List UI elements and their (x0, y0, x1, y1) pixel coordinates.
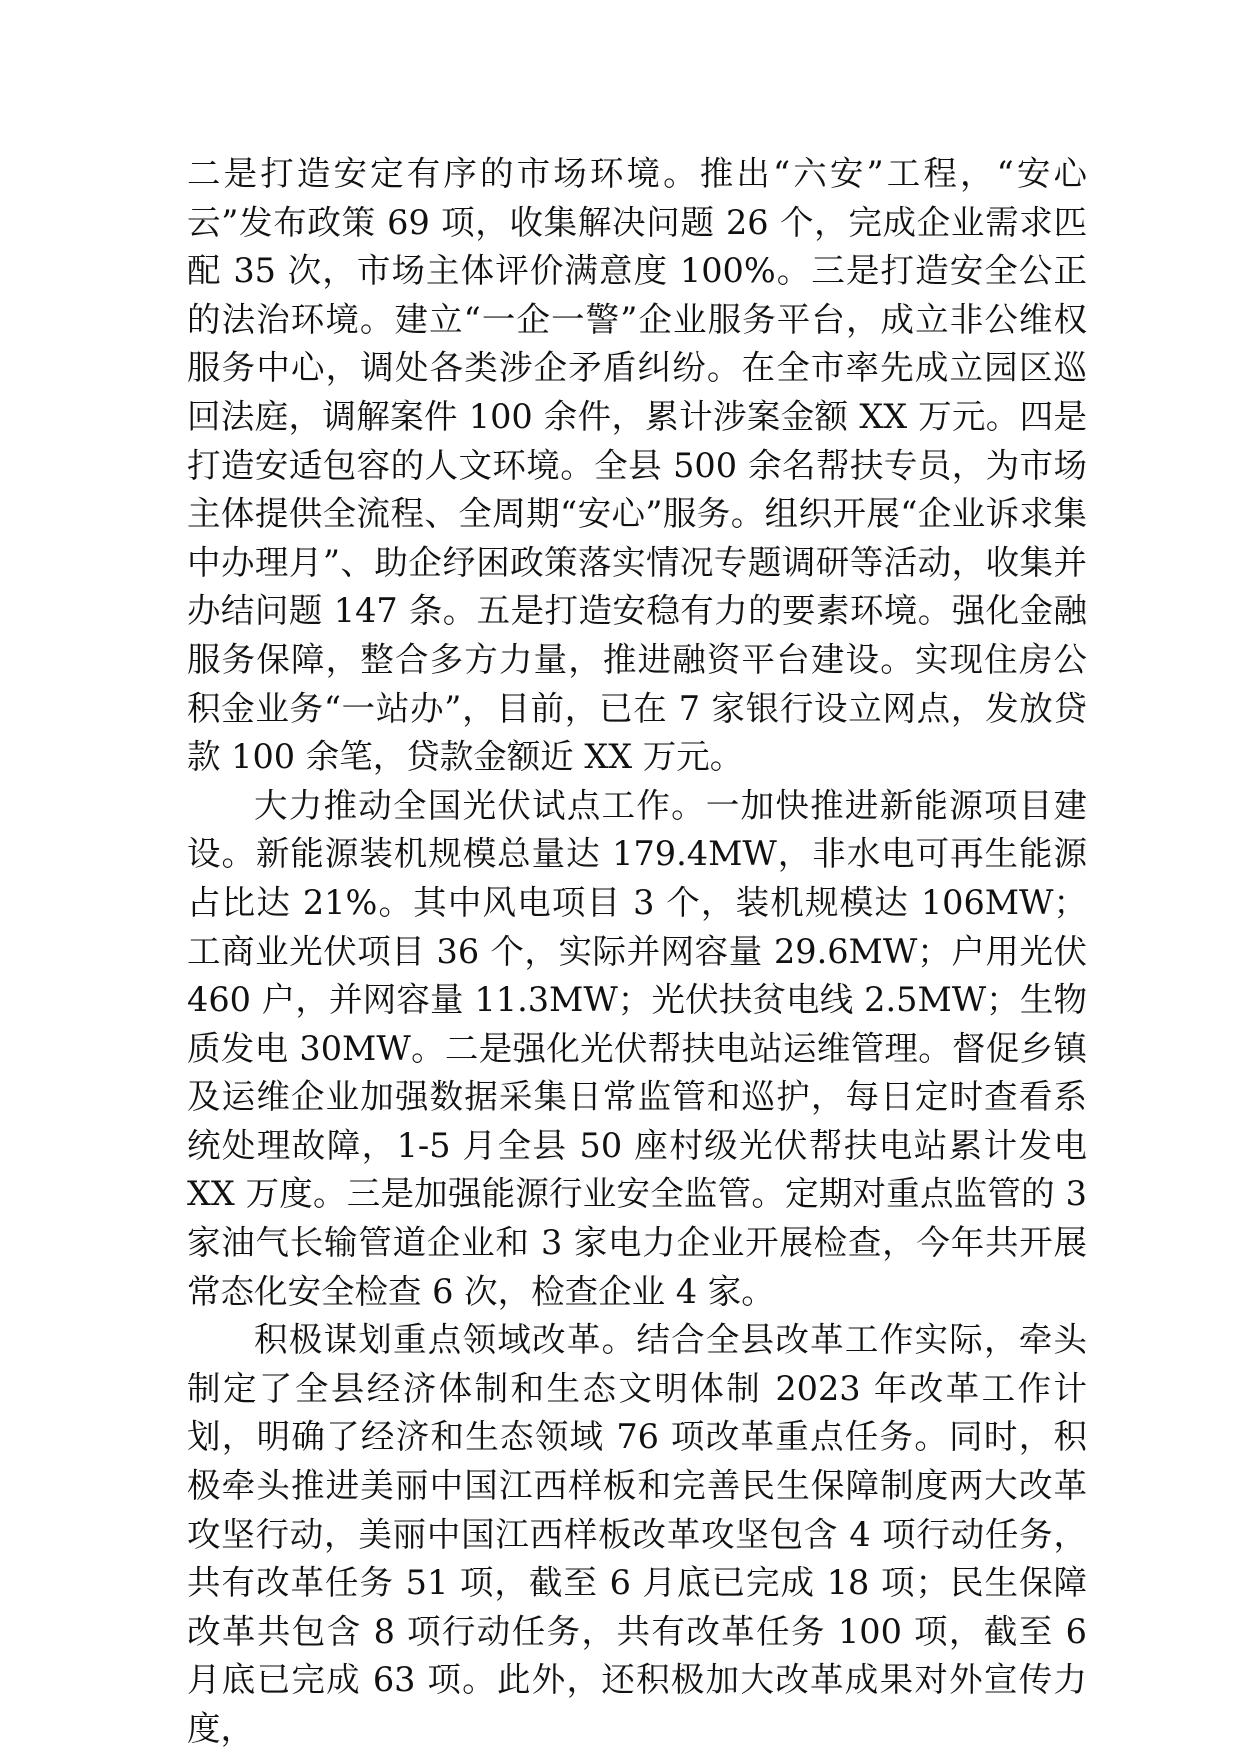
paragraph-reform-planning: 积极谋划重点领域改革。结合全县改革工作实际，牵头制定了全县经济体制和生态文明体制 2023 年改革工作计划，明确了经济和生态领域 76 项改革重点任务。同时，积极牵头推进美丽中国江西样板和完善民生保障制度两大改革攻坚行动，美丽中国江西样板改革攻坚包含 4 项行动任务，共有改革任务 51 项，截至 6 月底已完成 18 项；民生保障改革共包含 8 项行动任务，共有改革任务 100 项，截至 6 月底已完成 63 项。此外，还积极加大改革成果对外宣传力度， (187, 1320, 1087, 1748)
body-text (187, 150, 1087, 1754)
paragraph-photovoltaic-pilot: 大力推动全国光伏试点工作。一加快推进新能源项目建设。新能源装机规模总量达 179.4MW，非水电可再生能源占比达 21%。其中风电项目 3 个，装机规模达 106MW；工商业光伏项目 36 个，实际并网容量 29.6MW；户用光伏 460 户，并网容量 11.3MW；光伏扶贫电线 2.5MW；生物质发电 30MW。二是强化光伏帮扶电站运维管理。督促乡镇及运维企业加强数据采集日常监管和巡护，每日定时查看系统处理故障，1-5 月全县 50 座村级光伏帮扶电站累计发电 XX 万度。三是加强能源行业安全监管。定期对重点监管的 3 家油气长输管道企业和 3 家电力企业开展检查，今年共开展常态化安全检查 6 次，检查企业 4 家。 (187, 785, 1087, 1311)
paragraph-business-environment: 二是打造安定有序的市场环境。推出“六安”工程，“安心云”发布政策 69 项，收集解决问题 26 个，完成企业需求匹配 35 次，市场主体评价满意度 100%。三是打造安全公正的法治环境。建立“一企一警”企业服务平台，成立非公维权服务中心，调处各类涉企矛盾纠纷。在全市率先成立园区巡回法庭，调解案件 100 余件，累计涉案金额 XX 万元。四是打造安适包容的人文环境。全县 500 余名帮扶专员，为市场主体提供全流程、全周期“安心”服务。组织开展“企业诉求集中办理月”、助企纾困政策落实情况专题调研等活动，收集并办结问题 147 条。五是打造安稳有力的要素环境。强化金融服务保障，整合多方力量，推进融资平台建设。实现住房公积金业务“一站办”，目前，已在 7 家银行设立网点，发放贷款 100 余笔，贷款金额近 XX 万元。 (187, 154, 1087, 777)
